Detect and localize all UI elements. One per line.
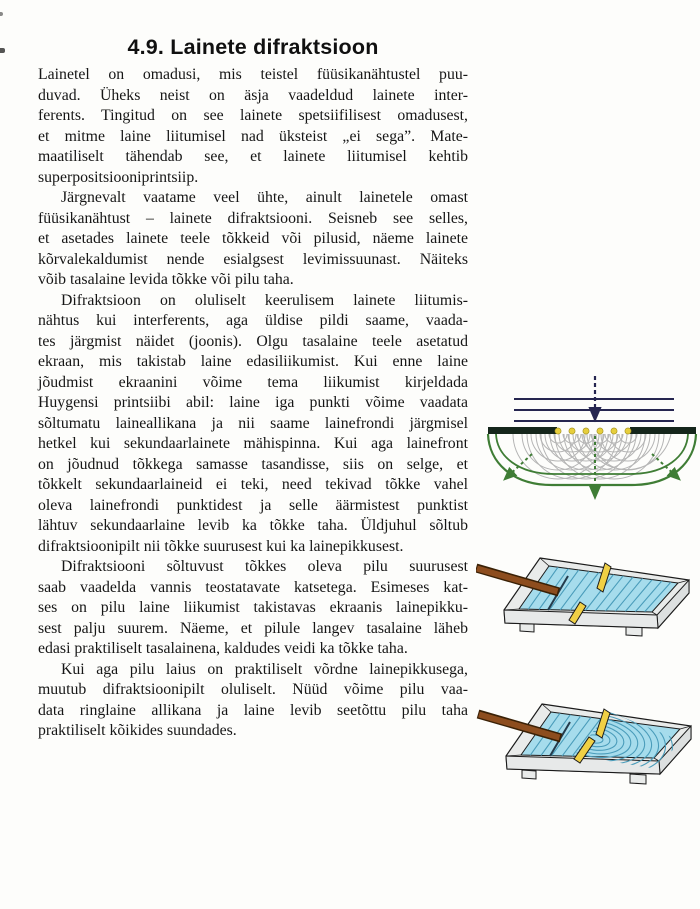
text-line: data ringlaine allikana ja laine levib seetõttu pilu taha [38, 701, 468, 719]
figure-ripple-tank-wide-slit [476, 552, 700, 652]
text-line: Difraktsioon on oluliselt keerulisem lainete liitumis- [61, 291, 468, 309]
text-line: praktiliselt kõikides suundades. [38, 722, 237, 739]
text-line: ferents. Tingitud on see lainete spetsiifilisest omadusest, [38, 107, 468, 124]
text-line: sest palju suurem. Näeme, et pilule langev tasalaine läheb [38, 619, 468, 637]
text-line: füüsikanähtust – lainete difraktsiooni. Seisneb see selles, [38, 209, 468, 227]
text-line: võib tasalaine levida tõkke või pilu taha. [38, 271, 294, 288]
text-line: oleva lainefrondi punktidest ja selle äärmistest punktist [38, 496, 468, 514]
text-line: difraktsioonipilt nii tõkke suurusest kui ka lainepikkusest. [38, 537, 404, 555]
text-line: Huygensi printsiibi abil: laine iga punkti võime vaadata [38, 394, 468, 411]
body-text [38, 65, 468, 742]
text-line: Kui aga pilu laius on praktiliselt võrdne lainepikkusega, [61, 660, 468, 678]
secondary-source-dots [555, 428, 631, 434]
text-line: tes järgmist näidet (joonis). Olgu tasalaine teele asetatud [38, 332, 468, 350]
text-line: ses on pilu laine liikumist takistavas ekraanis lainepikku- [38, 599, 468, 616]
scan-artifact [0, 48, 5, 53]
barrier-screen [488, 427, 696, 434]
text-line: nähtus kui interferents, aga üldise pildi saame, vaada- [38, 312, 468, 329]
text-line: duvad. Üheks neist on äsja vaadeldud lainete inter- [38, 86, 468, 104]
text-line: Järgnevalt vaatame veel ühte, ainult lainetele omast [61, 189, 468, 206]
text-line: Lainetel on omadusi, mis teistel füüsikanähtustel puu- [38, 66, 468, 83]
text-line: lähtuv sekundaarlaine levib ka tõkke taha. Üldjuhul sõltub [38, 517, 468, 534]
text-line: ekraan, mis takistab laine edasiliikumist. Kui enne laine [38, 353, 468, 370]
text-line: edasi praktiliselt tasalainena, kaldudes veidi ka tõkke taha. [38, 640, 408, 657]
text-line: sõltumatu laineallikana ja nii saame lainefrondi järgmisel [38, 414, 468, 432]
text-line: maatiliselt tähendab see, et lainete liitumisel kehtib [38, 148, 468, 165]
text-line: muutub difraktsioonipilt oluliselt. Nüüd võime pilu vaa- [38, 681, 468, 698]
text-line: jõudmist ekraanini võime tema liikumist kirjeldada [38, 373, 468, 391]
scan-artifact [0, 12, 3, 16]
text-line: hetkel kui sekundaarlainete mähispinna. Kui aga lainefront [38, 435, 468, 452]
text-line: et mitme laine liitumisel nad üksteist „ei sega”. Mate- [38, 127, 468, 145]
figure-ripple-tank-narrow-slit [476, 694, 700, 806]
text-line: superpositsiooniprintsiip. [38, 168, 199, 186]
page-title: 4.9. Lainete difraktsioon [127, 35, 379, 60]
text-line: Difraktsiooni sõltuvust tõkkes oleva pilu suurusest [61, 558, 468, 575]
text-line: on jõudnud tõkkega samasse tasandisse, siis on selge, et [38, 455, 468, 473]
text-line: et asetades lainete teele tõkkeid või pilusid, näeme lainete [38, 230, 468, 247]
plane-wavefronts [514, 399, 674, 421]
text-line: kõrvalekaldumist nende esialgsest levimissuunast. Näiteks [38, 250, 468, 268]
text-line: tõkkelt sekundaarlaineid ei teki, need tekivad tõkke vahel [38, 476, 468, 493]
figure-huygens-diffraction [484, 374, 700, 508]
text-line: saab vaadelda vannis teostatavate katsetega. Esimeses kat- [38, 578, 468, 596]
